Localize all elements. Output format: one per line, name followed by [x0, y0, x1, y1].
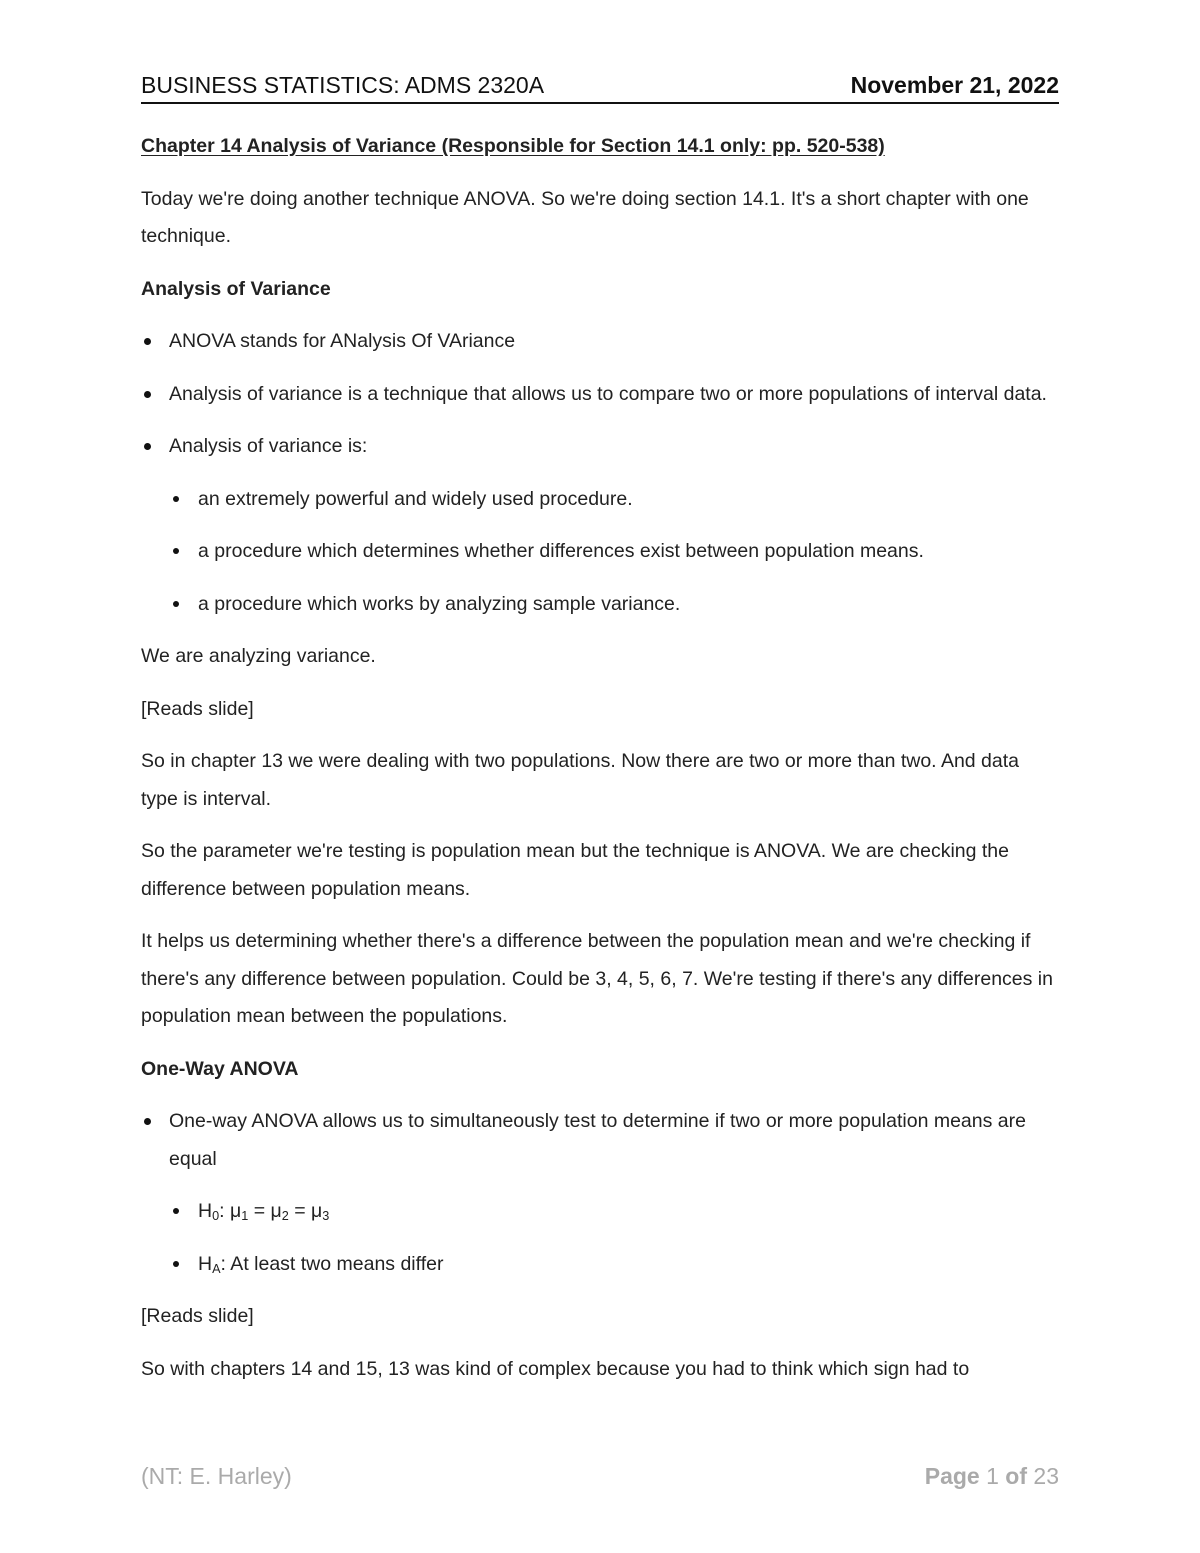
paragraph: [Reads slide] [141, 697, 254, 720]
paragraph: [Reads slide] [141, 1305, 254, 1327]
sub-list-item: a procedure which works by analyzing sample variance. [169, 586, 1061, 624]
list-item: ANOVA stands for ANalysis Of VAriance [141, 323, 1061, 361]
analysis-of-variance-list [141, 323, 1061, 623]
page-footer [141, 1460, 1059, 1492]
course-title: BUSINESS STATISTICS: ADMS 2320A [141, 72, 545, 98]
paragraph: So the parameter we're testing is population mean but the technique is ANOVA. We are checking the difference between population means. [141, 840, 1009, 900]
note-taker: (NT: E. Harley) [141, 1463, 292, 1489]
paragraph: So in chapter 13 we were dealing with two populations. Now there are two or more than two. And data type is interval. [141, 750, 1020, 810]
sub-list [169, 481, 1061, 624]
hypotheses-list [169, 1193, 1061, 1283]
list-item: Analysis of variance is a technique that allows us to compare two or more populations of interval data. [141, 376, 1061, 414]
section-heading-analysis-of-variance: Analysis of Variance [141, 277, 331, 300]
alternative-hypothesis: $H_A$: At least two means differ [169, 1246, 1061, 1284]
page-header [141, 70, 1059, 104]
page-number: Page 1 of 23 [924, 1463, 1059, 1489]
list-item [141, 428, 1061, 623]
list-item-text: Analysis of variance is: [169, 435, 368, 457]
one-way-anova-list [141, 1103, 1061, 1283]
document-body [141, 128, 1061, 1403]
chapter-heading: Chapter 14 Analysis of Variance (Responsible for Section 14.1 only: pp. 520-538) [141, 135, 885, 157]
list-item [141, 1103, 1061, 1283]
header-date: November 21, 2022 [850, 72, 1059, 98]
paragraph: It helps us determining whether there's a difference between the population mean and we're checking if there's any difference between population. Could be 3, 4, 5, 6, 7. We're testing if there's any differences in population mean between the populations. [141, 930, 1053, 1027]
sub-list-item: an extremely powerful and widely used procedure. [169, 481, 1061, 519]
null-hypothesis: $H_0$: $\mu_1 = \mu_2 = \mu_3$ [169, 1193, 1061, 1231]
paragraph: So with chapters 14 and 15, 13 was kind of complex because you had to think which sign had to [141, 1357, 970, 1380]
list-item-text: One-way ANOVA allows us to simultaneously test to determine if two or more population means are equal [169, 1110, 1026, 1170]
intro-paragraph: Today we're doing another technique ANOVA. So we're doing section 14.1. It's a short chapter with one technique. [141, 187, 1029, 247]
paragraph: We are analyzing variance. [141, 645, 376, 667]
section-heading-one-way-anova: One-Way ANOVA [141, 1057, 299, 1080]
sub-list-item: a procedure which determines whether differences exist between population means. [169, 533, 1061, 571]
